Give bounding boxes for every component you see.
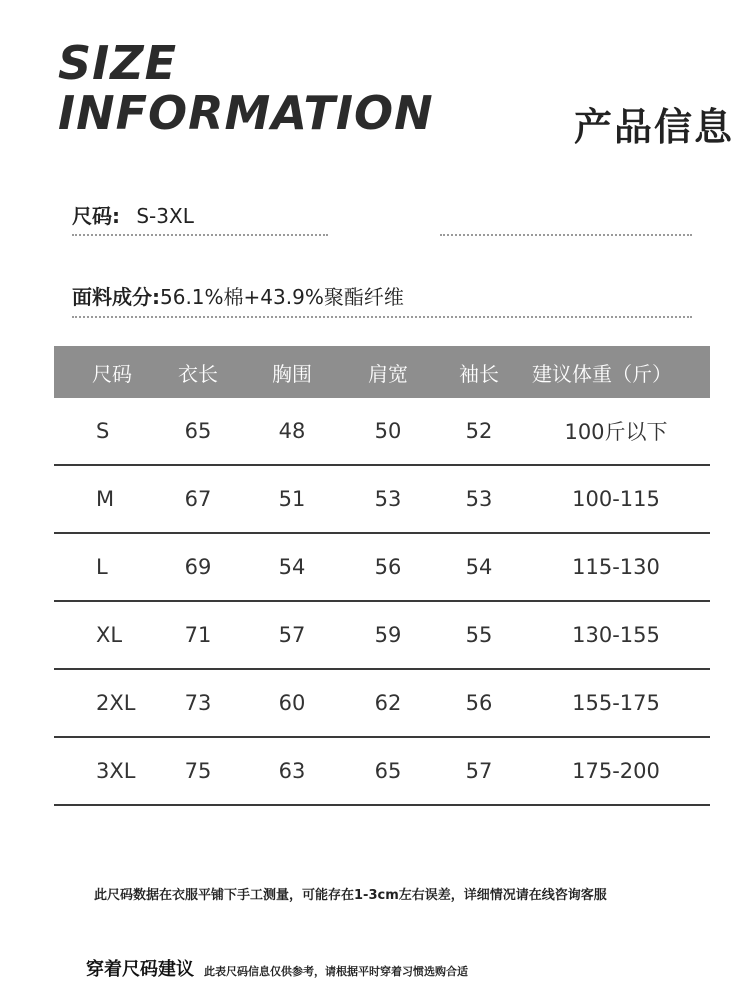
cell-shoulder: 62 bbox=[374, 691, 402, 715]
size-recommendation bbox=[86, 955, 468, 981]
fabric-line bbox=[72, 281, 404, 310]
size-range-value: S-3XL bbox=[136, 204, 194, 228]
table-row bbox=[54, 534, 710, 602]
header-sleeve: 袖长 bbox=[459, 361, 499, 386]
table-row bbox=[54, 670, 710, 738]
header-chest: 胸围 bbox=[272, 361, 312, 386]
cell-sleeve: 57 bbox=[465, 759, 493, 783]
page-title-en bbox=[58, 38, 434, 138]
size-table-header bbox=[54, 346, 710, 398]
cell-sleeve: 56 bbox=[465, 691, 493, 715]
header-size: 尺码 bbox=[92, 361, 132, 386]
cell-size: L bbox=[96, 555, 108, 579]
cell-shoulder: 50 bbox=[374, 419, 402, 443]
fabric-label: 面料成分: bbox=[72, 285, 160, 309]
fabric-value: 56.1%棉+43.9%聚酯纤维 bbox=[160, 285, 404, 309]
header-shoulder: 肩宽 bbox=[368, 361, 408, 386]
table-row bbox=[54, 398, 710, 466]
cell-size: M bbox=[96, 487, 115, 511]
cell-length: 73 bbox=[184, 691, 212, 715]
cell-chest: 54 bbox=[278, 555, 306, 579]
size-range-label: 尺码: bbox=[72, 204, 120, 228]
cell-weight: 175-200 bbox=[572, 759, 660, 783]
size-table bbox=[54, 346, 710, 806]
cell-sleeve: 53 bbox=[465, 487, 493, 511]
header-length: 衣长 bbox=[178, 361, 218, 386]
cell-weight: 100斤以下 bbox=[564, 420, 668, 444]
cell-length: 75 bbox=[184, 759, 212, 783]
cell-shoulder: 59 bbox=[374, 623, 402, 647]
cell-length: 67 bbox=[184, 487, 212, 511]
cell-shoulder: 65 bbox=[374, 759, 402, 783]
measurement-note: 此尺码数据在衣服平铺下手工测量，可能存在1-3cm左右误差，详细情况请在线咨询客服 bbox=[94, 888, 607, 903]
title-line-1: SIZE bbox=[58, 36, 178, 90]
cell-size: 3XL bbox=[96, 759, 136, 783]
table-row bbox=[54, 602, 710, 670]
size-range-line bbox=[72, 200, 194, 229]
cell-shoulder: 53 bbox=[374, 487, 402, 511]
cell-chest: 57 bbox=[278, 623, 306, 647]
recommendation-title: 穿着尺码建议 bbox=[86, 959, 194, 980]
cell-chest: 60 bbox=[278, 691, 306, 715]
cell-length: 69 bbox=[184, 555, 212, 579]
cell-shoulder: 56 bbox=[374, 555, 402, 579]
header-weight: 建议体重（斤） bbox=[532, 361, 672, 386]
table-row bbox=[54, 466, 710, 534]
cell-chest: 51 bbox=[278, 487, 306, 511]
cell-sleeve: 55 bbox=[465, 623, 493, 647]
size-range-divider bbox=[72, 234, 328, 236]
cell-sleeve: 54 bbox=[465, 555, 493, 579]
cell-chest: 48 bbox=[278, 419, 306, 443]
table-row bbox=[54, 738, 710, 806]
size-range-divider-right bbox=[440, 234, 692, 236]
cell-size: 2XL bbox=[96, 691, 136, 715]
cell-size: S bbox=[96, 419, 110, 443]
cell-weight: 100-115 bbox=[572, 487, 660, 511]
cell-sleeve: 52 bbox=[465, 419, 493, 443]
cell-weight: 115-130 bbox=[572, 555, 660, 579]
cell-weight: 155-175 bbox=[572, 691, 660, 715]
page-title-zh: 产品信息 bbox=[573, 105, 734, 149]
fabric-divider bbox=[72, 316, 692, 318]
cell-length: 71 bbox=[184, 623, 212, 647]
cell-weight: 130-155 bbox=[572, 623, 660, 647]
cell-chest: 63 bbox=[278, 759, 306, 783]
cell-length: 65 bbox=[184, 419, 212, 443]
cell-size: XL bbox=[96, 623, 123, 647]
title-line-2: INFORMATION bbox=[58, 86, 434, 140]
recommendation-text: 此表尺码信息仅供参考，请根据平时穿着习惯选购合适 bbox=[204, 965, 468, 978]
